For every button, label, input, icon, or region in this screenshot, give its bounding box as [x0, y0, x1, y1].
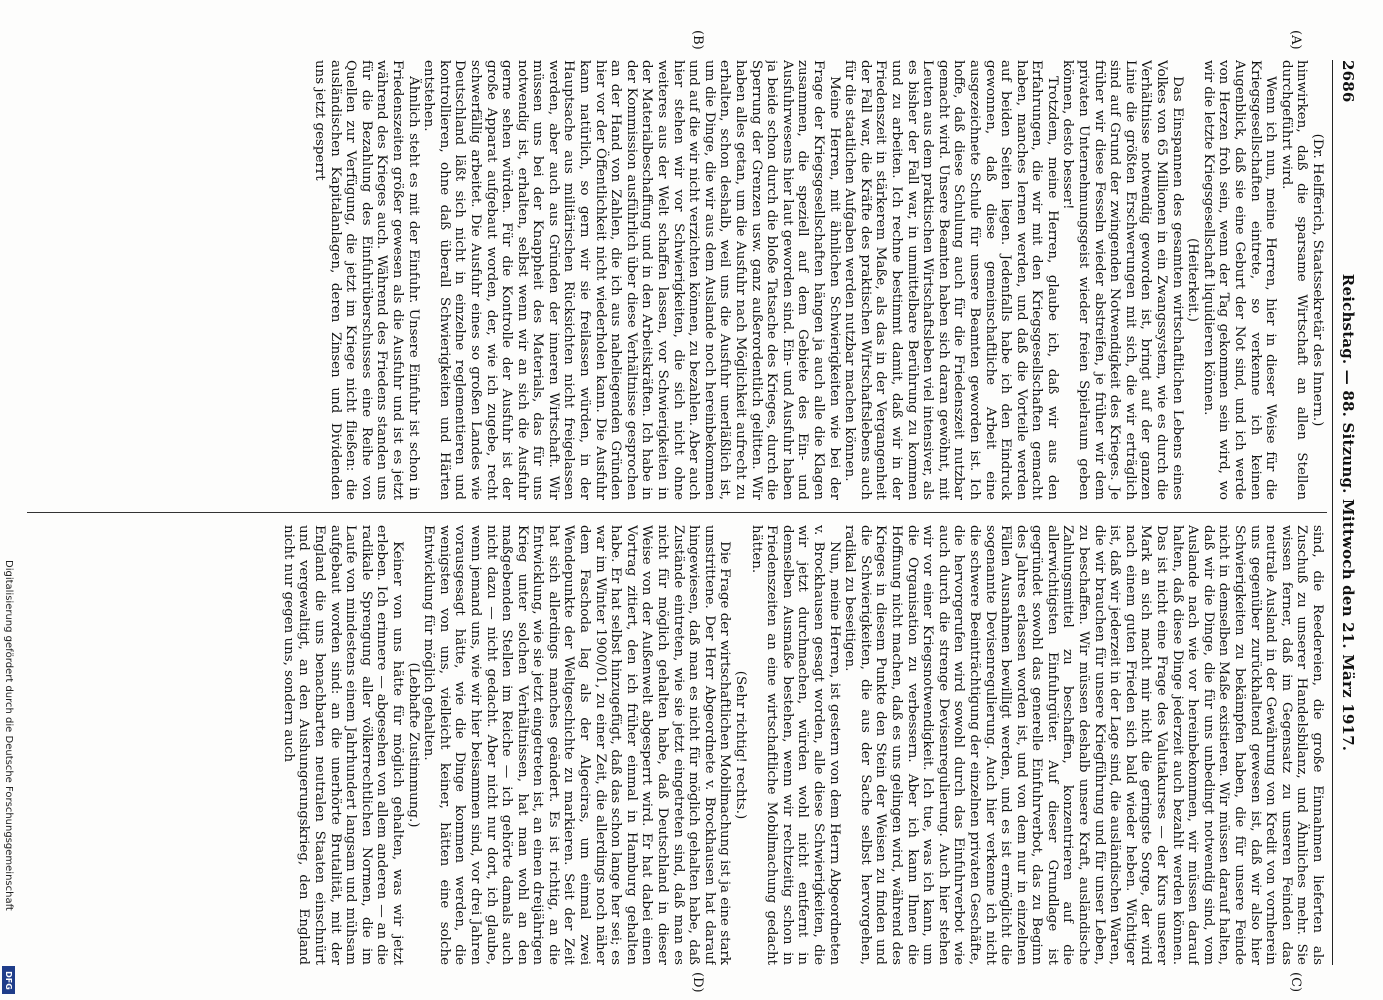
- margin-mark-a: (A): [1288, 30, 1303, 50]
- digitization-credit: [0, 560, 20, 1000]
- speaker-line: (Dr. Helfferich, Staatssekretär des Innern.): [1310, 133, 1325, 427]
- margin-mark-b: (B): [690, 30, 705, 50]
- paragraph: Die Frage der wirtschaftlichen Mobilmachung ist ja eine stark umstrittene. Der Herr Abgeordnete v. Brockhausen hat darauf hingewiesen, daß man es nicht für möglich gehalten habe, daß Zustände eintreten, wie sie jetzt eingetreten sind, daß man es nicht für möglich gehalten habe, daß Deutschland in dieser Weise von der Außenwelt abgesperrt wird. Er hat dabei einen Vortrag zitiert, den ich früher einmal in Hamburg gehalten habe. Er hat selbst hinzugefügt, daß das schon lange her sei; es war im Winter 1900/01, zu einer Zeit, die allerdings noch näher dem Faschoda lag als der Algeciras, um einmal zwei Wendepunkte der Weltgeschichte zu markieren. Seit der Zeit hat sich allerdings manches geändert. Es ist richtig, an die Entwicklung, wie sie jetzt eingetreten ist, an einen dreijährigen Krieg unter solchen Verhältnissen, hat man wohl an den maßgebenden Stellen im Reiche — ich gehörte damals auch nicht dazu — nicht gedacht. Aber nicht nur dort, ich glaube, wenn jemand uns, wie wir hier beisammen sind, vor drei Jahren vorausgesagt hätte, wie die Dinge kommen werden, die wenigsten von uns, vielleicht keiner, hätten eine solche Entwicklung für möglich gehalten.: [421, 525, 733, 965]
- paragraph: Nun, meine Herren, ist gestern von dem Herrn Abgeordneten v. Brockhausen gesagt worden, alle diese Schwierigkeiten, die wir jetzt durchmachen, würden wohl nicht entfernt in demselben Ausmaße bestehen, wenn wir rechtzeitig schon in Friedenszeiten an eine wirtschaftliche Mobilmachung gedacht hätten.: [748, 525, 842, 965]
- page-number: 2686: [1339, 60, 1357, 103]
- logo-label: DFG: [4, 970, 14, 990]
- credit-text: Digitalisierung gefördert durch die Deutsche Forschungsgemeinschaft: [3, 560, 14, 911]
- column-rule: [27, 512, 1327, 513]
- header-rule: [1332, 60, 1333, 965]
- right-column: [35, 525, 1325, 965]
- paragraph: Trotzdem, meine Herren, glaube ich, daß wir aus den Erfahrungen, die wir mit den Kriegsgesellschaften gemacht haben, manches lernen werden, und daß die Vorteile werden auf beiden Seiten liegen. Jedenfalls habe ich den Eindruck gewonnen, daß diese gemeinschaftliche Arbeit eine ausgezeichnete Schule für unsere Beamten geworden ist. Ich hoffe, daß diese Schulung auch für die Friedenszeit nutzbar gemacht wird. Unsere Beamten haben sich daran gewöhnt, mit Leuten aus dem praktischen Wirtschaftsleben viel intensiver, als es bisher der Fall war, in unmittelbare Berührung zu kommen und zu arbeiten. Ich rechne bestimmt damit, daß wir in der Friedenszeit in stärkerem Maße, als das in der Vergangenheit der Fall war, die Kräfte des praktischen Wirtschaftslebens auch für die staatlichen Aufgaben werden nutzbar machen können.: [842, 60, 1060, 500]
- interjection: (Lebhafte Zustimmung.): [405, 662, 421, 828]
- margin-mark-c: (C): [1288, 972, 1303, 993]
- paragraph: hinwirken, daß die sparsame Wirtschaft an allen Stellen durchgeführt wird.: [1278, 60, 1310, 500]
- margin-mark-d: (D): [690, 972, 705, 993]
- left-column: [35, 60, 1325, 500]
- paragraph: Meine Herren, mit ähnlichen Schwierigkeiten wie bei der Frage der Kriegsgesellschaften hängen ja auch alle die Klagen zusammen, die speziell auf dem Gebiete des Ein- und Ausfuhrwesens hier laut geworden sind. Ein- und Ausfuhr haben ja beide schon durch die bloße Tatsache des Krieges, durch die Sperrung der Grenzen usw. ganz außerordentlich gelitten. Wir haben alles getan, um die Ausfuhr nach Möglichkeit aufrecht zu erhalten, schon deshalb, weil uns die Ausfuhr unerläßlich ist, um die Dinge, die wir aus dem Auslande noch hereinbekommen und auf die wir nicht verzichten können, zu bezahlen. Aber auch hier stehen wir vor Schwierigkeiten, die sich nicht ohne weiteres aus der Welt schaffen lassen, vor Schwierigkeiten in der Materialbeschaffung und in den Arbeitskräften. Ich habe in der Kommission ausführlich über diese Verhältnisse gesprochen an der Hand von Zahlen, die ich aus naheliegenden Gründen hier vor der Öffentlichkeit nicht wiederholen kann. Die Ausfuhr kann natürlich, so gern wir sie freilassen würden, in der Hauptsache aus militärischen Rücksichten nicht freigelassen werden, aber auch aus Gründen der inneren Wirtschaft. Wir müssen uns bei der Knappheit des Materials, das für uns notwendig ist, erhalten, selbst wenn wir an sich die Ausfuhr gerne sehen würden. Für die Kontrolle der Ausfuhr ist der große Apparat aufgebaut worden, der, wie ich zugebe, recht schwerfällig arbeitet. Die Ausfuhr eines so großen Landes wie Deutschland läßt sich nicht in einzelne reglementieren und kontrollieren, ohne daß überall Schwierigkeiten und Härten entstehen.: [421, 60, 842, 500]
- page-body: [15, 30, 1365, 993]
- dfg-logo: [2, 966, 15, 994]
- paragraph: Keiner von uns hätte für möglich gehalten, was wir jetzt erleben. Ich erinnere — abgesehen von allem anderen — an die radikale Sprengung aller völkerrechtlichen Normen, die im Laufe von mindestens einem Jahrhundert langsam und mühsam aufgebaut worden sind: an die unerhörte Brutalität, mit der England die uns benachbarten neutralen Staaten einschnürt und vergewaltigt, an den Aushungerungskrieg, den England nicht nur gegen uns, sondern auch: [280, 525, 405, 965]
- paragraph: Ähnlich steht es mit der Einfuhr. Unsere Einfuhr ist schon in Friedenszeiten größer gewesen als die Ausfuhr und ist es jetzt während des Krieges auch. Während des Friedens standen uns für die Bezahlung des Einfuhrüberschusses eine Reihe von Quellen zur Verfügung, die jetzt im Kriege nicht fließen: die ausländischen Kapitalanlagen, deren Zinsen und Dividenden uns jetzt gesperrt: [312, 60, 421, 500]
- paragraph: Das Einspannen des gesamten wirtschaftlichen Lebens eines Volkes von 65 Millionen in ein Zwangssystem, wie es durch die Verhältnisse notwendig geworden ist, bringt auf der ganzen Linie die größten Erschwerungen mit sich, die wir erträglich sind auf Grund der zwingenden Notwendigkeit des Krieges. Je früher wir diese Fesseln wieder abstreifen, je früher wir dem privaten Unternehmungsgeist wieder freien Spielraum geben können, desto besser!: [1060, 60, 1185, 500]
- page-title: Reichstag. — 88. Sitzung. Mittwoch den 21. März 1917.: [1339, 273, 1357, 752]
- paragraph: sind, die Reedereien, die große Einnahmen lieferten als Zuschuß zu unserer Handelsbilanz, und Ähnliches mehr. Sie wissen ferner, daß im Gegensatz zu unseren Feinden das neutrale Ausland in der Gewährung von Kredit von vornherein uns gegenüber zurückhaltend gewesen ist, daß wir also hier Schwierigkeiten zu bekämpfen haben, die für unsere Feinde nicht in demselben Maße existieren. Wir müssen darauf halten, daß wir die Dinge, die für uns unbedingt notwendig sind, vom Auslande nach wie vor hereinbekommen, wir müssen darauf halten, daß diese Dinge jederzeit auch bezahlt werden können. Das ist nicht eine Frage des Valutakurses — der Kurs unserer Mark an sich macht mir nicht die geringste Sorge, der wird nach einem guten Frieden sich bald wieder heben. Wichtiger ist, daß wir jederzeit in der Lage sind, die ausländischen Waren, die wir brauchen für unsere Kriegführung und für unser Leben, zu beschaffen. Wir müssen deshalb unsere Kraft, ausländische Zahlungsmittel zu beschaffen, konzentrieren auf die allerwichtigsten Einfuhrgüter. Auf dieser Grundlage ist gegründet sowohl das generelle Einfuhrverbot, das zu Beginn des Jahres erlassen worden ist, und von dem nur in einzelnen Fällen Ausnahmen bewilligt werden, und es ist ermöglicht die sogenannte Devisenregulierung. Auch hier verkenne ich nicht die schwere Beeinträchtigung der einzelnen privaten Geschäfte, die hervorgerufen wird sowohl durch das Einfuhrverbot wie auch durch die strenge Devisenregulierung. Auch hier stehen wir vor einer Kriegsnotwendigkeit. Ich tue, was ich kann, um die Organisation zu verbessern. Aber ich kann Ihnen die Hoffnung nicht machen, daß es uns gelingen wird, während des Krieges in diesem Punkte den Stein der Weisen zu finden und die Schwierigkeiten, die aus der Sache selbst hervorgehen, radikal zu beseitigen.: [842, 525, 1325, 965]
- page-header: [1335, 60, 1357, 965]
- paragraph: Wenn ich nun, meine Herren, hier in dieser Weise für die Kriegsgesellschaften eintrete, so verkenne ich keinen Augenblick, daß sie eine Geburt der Not sind, und ich werde von Herzen froh sein, wenn der Tag gekommen sein wird, wo wir die letzte Kriegsgesellschaft liquidieren können.: [1200, 60, 1279, 500]
- interjection: (Sehr richtig! rechts.): [733, 670, 749, 820]
- interjection: (Heiterkeit.): [1185, 238, 1201, 322]
